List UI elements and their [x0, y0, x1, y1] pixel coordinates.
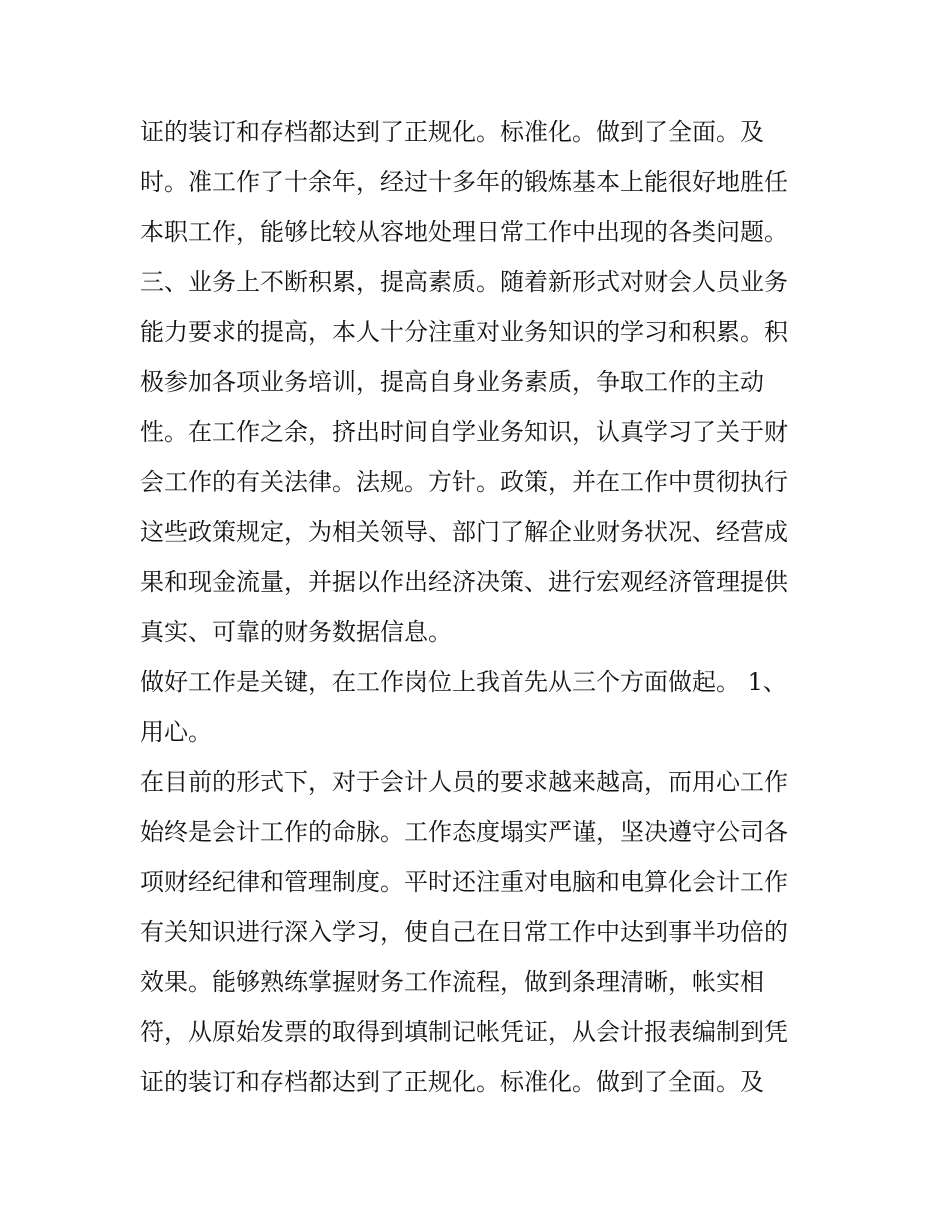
text-line: 果和现金流量，并据以作出经济决策、进行宏观经济管理提供 — [140, 568, 788, 596]
text-line: 极参加各项业务培训，提高自身业务素质，争取工作的主动 — [140, 368, 764, 396]
text-line: 项财经纪律和管理制度。平时还注重对电脑和电算化会计工作 — [140, 868, 788, 896]
text-line: 三、业务上不断积累，提高素质。随着新形式对财会人员业务 — [140, 268, 788, 296]
text-line: 会工作的有关法律。法规。方针。政策，并在工作中贯彻执行 — [140, 468, 788, 496]
text-line: 用心。 — [140, 718, 212, 746]
text-line: 证的装订和存档都达到了正规化。标准化。做到了全面。及 — [140, 1068, 764, 1096]
text-line: 在目前的形式下，对于会计人员的要求越来越高，而用心工作 — [140, 768, 788, 796]
text-line: 性。在工作之余，挤出时间自学业务知识，认真学习了关于财 — [140, 418, 788, 446]
text-line: 证的装订和存档都达到了正规化。标准化。做到了全面。及 — [140, 118, 764, 146]
body-text — [140, 107, 820, 1107]
text-line: 时。准工作了十余年，经过十多年的锻炼基本上能很好地胜任 — [140, 168, 788, 196]
text-line: 真实、可靠的财务数据信息。 — [140, 618, 452, 646]
text-line: 能力要求的提高，本人十分注重对业务知识的学习和积累。积 — [140, 318, 788, 346]
text-line: 始终是会计工作的命脉。工作态度塌实严谨，坚决遵守公司各 — [140, 818, 788, 846]
text-line: 这些政策规定，为相关领导、部门了解企业财务状况、经营成 — [140, 518, 788, 546]
text-line: 符，从原始发票的取得到填制记帐凭证，从会计报表编制到凭 — [140, 1018, 788, 1046]
text-line: 有关知识进行深入学习，使自己在日常工作中达到事半功倍的 — [140, 918, 788, 946]
text-line: 做好工作是关键，在工作岗位上我首先从三个方面做起。 1、 — [140, 668, 787, 696]
text-line: 本职工作，能够比较从容地处理日常工作中出现的各类问题。 — [140, 218, 788, 246]
text-line: 效果。能够熟练掌握财务工作流程，做到条理清晰，帐实相 — [140, 968, 764, 996]
